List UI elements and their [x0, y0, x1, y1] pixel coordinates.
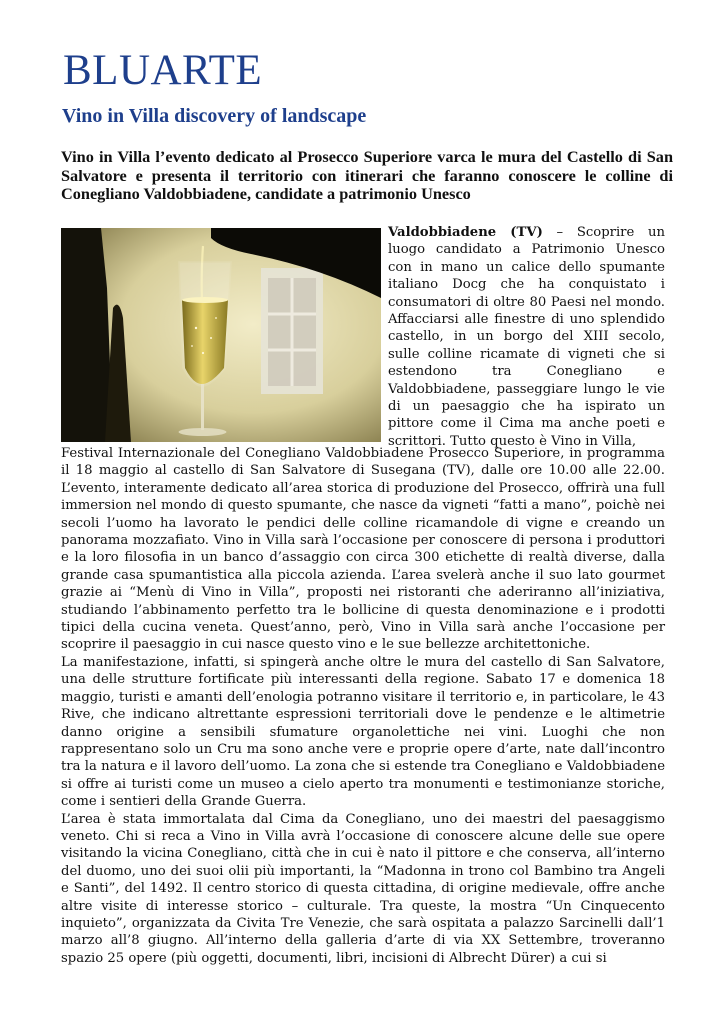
paragraph-1: Festival Internazionale del Conegliano Valdobbiadene Prosecco Superiore, in programma il 18 maggio al castello di San Salvatore di Susegana (TV), dalle ore 10.00 alle 22.00. L’evento, interamente dedicato all’area storica di produzione del Prosecco, offrirà una full immersion nel mondo di questo spumante, che nasce da vigneti “fatti a mano”, poichè nei secoli l’uomo ha lavorato le pendici delle colline ricamandole di vigne e creando un panorama mozzafiato. Vino in Villa sarà l’occasione per conoscere di persona i produttori e la loro filosofia in un banco d’assaggio con circa 300 etichette di realtà diverse, dalla grande casa spumantistica alla piccola azienda. L’area svelerà anche il suo lato gourmet grazie ai “Menù di Vino in Villa”, proposti nei ristoranti che aderiranno all’iniziativa, studiando l’abbinamento perfetto tra le bollicine di questa denominazione e i prodotti tipici della cucina veneta. Quest’anno, però, Vino in Villa sarà anche l’occasione per scoprire il paesaggio in cui nasce questo vino e le sue bellezze architettoniche.: [61, 446, 665, 653]
paragraph-2: La manifestazione, infatti, si spingerà anche oltre le mura del castello di San Salvatore, una delle strutture fortificate più interessanti della regione. Sabato 17 e domenica 18 maggio, turisti e amanti dell’enologia potranno visitare il territorio e, in particolare, le 43 Rive, che indicano altrettante espressioni territoriali dove le pendenze e le altimetrie danno origine a sensibili sfumature organolettiche nei vini. Luoghi che non rappresentano solo un Cru ma sono anche vere e proprie opere d’arte, nate dall’incontro tra la natura e il lavoro dell’uomo. La zona che si estende tra Conegliano e Valdobbiadene si offre ai turisti come un museo a cielo aperto tra monumenti e testimonianze storiche, come i sentieri della Grande Guerra.: [61, 654, 665, 810]
paragraph-3: L’area è stata immortalata dal Cima da Conegliano, uno dei maestri del paesaggismo veneto. Chi si reca a Vino in Villa avrà l’occasione di conoscere alcune delle sue opere visitando la vicina Conegliano, città che in cui è nato il pittore e che conserva, all’interno del duomo, uno dei suoi olii più importanti, la “Madonna in trono col Bambino tra Angeli e Santi”, del 1492. Il centro storico di questa cittadina, di origine medievale, offre anche altre visite di interesse storico – culturale. Tra queste, la mostra “Un Cinquecento inquieto”, organizzata da Civita Tre Venezie, che sarà ospitata a palazzo Sarcinelli dall’1 marzo all’8 giugno. All’interno della galleria d’arte di via XX Settembre, troveranno spazio 25 opere (più oggetti, documenti, libri, incisioni di Albrecht Dürer) a cui si: [61, 811, 665, 966]
article-subtitle: Vino in Villa discovery of landscape: [62, 105, 367, 127]
article-intro: [388, 224, 665, 450]
dateline: Valdobbiadene (TV): [388, 225, 543, 240]
bluarte-logo: BLUARTE: [63, 47, 263, 94]
prosecco-glass-photo: [61, 228, 381, 442]
article-body: [61, 445, 665, 967]
article-headline: Vino in Villa l’evento dedicato al Prosecco Superiore varca le mura del Castello di San Salvatore e presenta il territorio con itinerari che faranno conoscere le colline di Conegliano Valdobbiadene, candidate a patrimonio Unesco: [61, 147, 673, 203]
intro-text: – Scoprire un luogo candidato a Patrimonio Unesco con in mano un calice dello spumante italiano Docg che ha conquistato i consumatori di oltre 80 Paesi nel mondo. Affacciarsi alle finestre di uno splendido castello, in un borgo del XIII secolo, sulle colline ricamate di vigneti che si estendono tra Conegliano e Valdobbiadene, passeggiare lungo le vie di un paesaggio che ha ispirato un pittore come il Cima ma anche poeti e scrittori. Tutto questo è Vino in Villa,: [388, 225, 665, 449]
